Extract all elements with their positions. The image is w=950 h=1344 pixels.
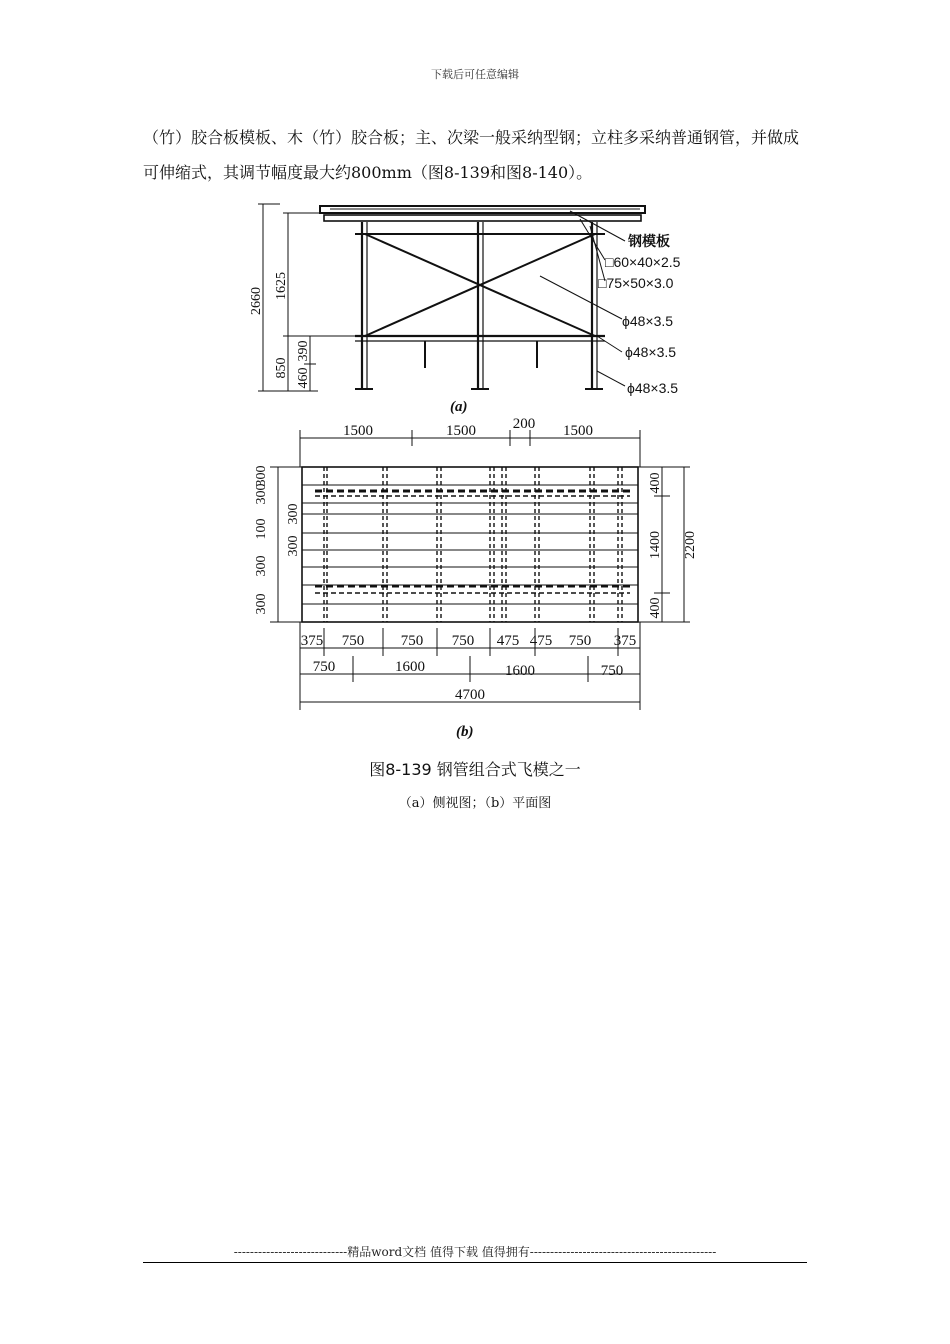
dim-2660: 2660	[249, 287, 264, 315]
footer-rule	[143, 1262, 807, 1263]
dim-850: 850	[274, 357, 289, 379]
right-dim-1: 400	[648, 472, 663, 494]
dim-1625: 1625	[274, 272, 289, 300]
plan-view-label: (b)	[456, 724, 474, 740]
bottom-dim-total: 4700	[455, 687, 485, 703]
bottom-dim-7: 750	[568, 633, 592, 649]
left-dim-2: 300	[254, 483, 269, 505]
bottom-dim-1: 375	[300, 633, 324, 649]
side-view-callouts	[598, 233, 681, 396]
bottom-dim-3: 750	[400, 633, 424, 649]
plan-view-right-dims	[648, 473, 698, 619]
callout-tube-3: ϕ48×3.5	[627, 380, 679, 396]
right-dim-2: 1400	[648, 531, 663, 559]
dim-390: 390	[296, 340, 311, 362]
left-dim-4: 100	[254, 518, 269, 540]
right-dim-total: 2200	[683, 531, 698, 559]
side-view-dimensions	[249, 272, 311, 389]
bottom2-dim-1: 750	[312, 659, 336, 675]
dim-460: 460	[296, 367, 311, 389]
figure-subcaption: （a）侧视图；（b）平面图	[398, 796, 552, 811]
bottom-dim-5: 475	[496, 633, 520, 649]
left-dim-6: 300	[254, 555, 269, 577]
callout-beam-60x40: □60×40×2.5	[605, 254, 681, 270]
bottom2-dim-4: 750	[600, 663, 624, 679]
side-view-label: (a)	[450, 399, 468, 415]
callout-tube-1: ϕ48×3.5	[622, 313, 674, 329]
top-dim-1: 1500	[343, 423, 373, 439]
figure-8-139	[240, 196, 710, 746]
plan-view-top-dims	[343, 416, 593, 439]
callout-beam-75x50: □75×50×3.0	[598, 275, 674, 291]
top-dim-2: 1500	[446, 423, 476, 439]
bottom-dim-6: 475	[529, 633, 553, 649]
page-header: 下载后可任意编辑	[431, 68, 519, 81]
top-dim-3: 200	[512, 416, 536, 432]
right-dim-3: 400	[648, 597, 663, 619]
bottom2-dim-3: 1600	[505, 663, 535, 679]
left-dim-7: 300	[254, 593, 269, 615]
callout-steel-formwork: 钢模板	[628, 233, 670, 249]
figure-caption: 图8-139 钢管组合式飞模之一	[369, 760, 581, 779]
body-paragraph: （竹）胶合板模板、木（竹）胶合板；主、次梁一般采纳型钢；立柱多采纳普通钢管，并做成可伸缩式，其调节幅度最大约800mm（图8-139和图8-140）。	[143, 128, 800, 182]
left-dim-1: 300	[254, 465, 269, 487]
side-view-drawing	[258, 204, 645, 391]
left-dim-3: 300	[286, 503, 301, 525]
plan-view-bottom-dims	[301, 633, 637, 703]
top-dim-4: 1500	[563, 423, 593, 439]
bottom-dim-8: 375	[613, 633, 637, 649]
left-dim-5: 300	[286, 535, 301, 557]
bottom-dim-4: 750	[451, 633, 475, 649]
bottom2-dim-2: 1600	[395, 659, 425, 675]
bottom-dim-2: 750	[341, 633, 365, 649]
page-footer: ----------------------------精品word文档 值得下载 值得拥有----------------------------------------------	[233, 1245, 717, 1259]
callout-tube-2: ϕ48×3.5	[625, 344, 677, 360]
